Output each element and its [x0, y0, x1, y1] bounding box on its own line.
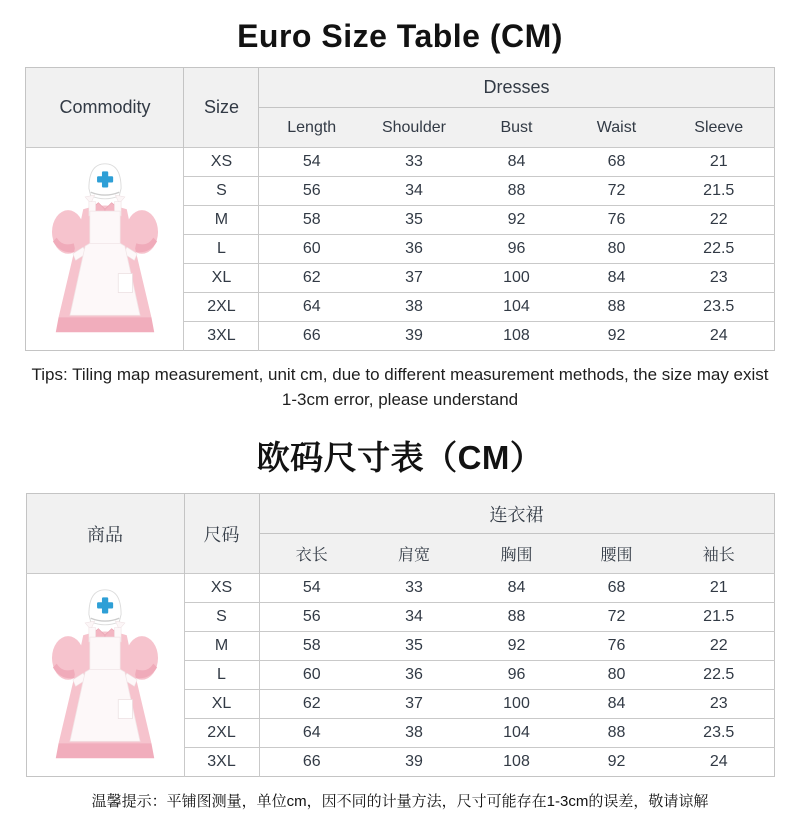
- measurement-value-cell: 54: [259, 148, 364, 177]
- size-label-cell: S: [184, 603, 259, 632]
- product-image-nurse-dress: [26, 148, 184, 351]
- size-label-cell: XS: [184, 574, 259, 603]
- cn-commodity-header: 商品: [26, 494, 184, 574]
- size-row-xs: [26, 574, 774, 603]
- euro-table-title: Euro Size Table (CM): [237, 18, 563, 54]
- measurement-value-cell: 37: [364, 264, 464, 293]
- measurement-value-cell: 56: [259, 603, 364, 632]
- measurement-value-cell: 88: [569, 719, 664, 748]
- measurement-value-cell: 84: [569, 690, 664, 719]
- measurement-value-cell: 68: [569, 574, 664, 603]
- measurement-value-cell: 92: [569, 322, 664, 351]
- measurement-value-cell: 35: [364, 206, 464, 235]
- measurement-value-cell: 56: [259, 177, 364, 206]
- measurement-value-cell: 23: [664, 264, 774, 293]
- cn-group-header: 连衣裙: [259, 494, 774, 534]
- measurement-value-cell: 37: [364, 690, 464, 719]
- cn-col-sleeve: 袖长: [664, 534, 774, 574]
- measurement-value-cell: 108: [464, 748, 569, 777]
- measurement-value-cell: 104: [464, 719, 569, 748]
- measurement-value-cell: 54: [259, 574, 364, 603]
- measurement-value-cell: 33: [364, 574, 464, 603]
- euro-col-sleeve: Sleeve: [664, 108, 774, 148]
- measurement-value-cell: 22.5: [664, 661, 774, 690]
- cn-col-waist: 腰围: [569, 534, 664, 574]
- measurement-value-cell: 80: [569, 661, 664, 690]
- measurement-value-cell: 21.5: [664, 177, 774, 206]
- euro-col-waist: Waist: [569, 108, 664, 148]
- size-label-cell: XS: [184, 148, 259, 177]
- measurement-value-cell: 100: [464, 264, 569, 293]
- measurement-value-cell: 38: [364, 719, 464, 748]
- measurement-value-cell: 76: [569, 206, 664, 235]
- euro-group-header: Dresses: [259, 68, 774, 108]
- measurement-value-cell: 24: [664, 748, 774, 777]
- measurement-value-cell: 72: [569, 177, 664, 206]
- measurement-value-cell: 68: [569, 148, 664, 177]
- measurement-value-cell: 66: [259, 322, 364, 351]
- measurement-value-cell: 92: [464, 632, 569, 661]
- cn-header-row: [26, 494, 774, 534]
- measurement-value-cell: 23.5: [664, 293, 774, 322]
- measurement-value-cell: 64: [259, 719, 364, 748]
- measurement-value-cell: 39: [364, 322, 464, 351]
- cn-col-length: 衣长: [259, 534, 364, 574]
- measurement-value-cell: 72: [569, 603, 664, 632]
- size-label-cell: L: [184, 661, 259, 690]
- euro-col-length: Length: [259, 108, 364, 148]
- size-label-cell: 2XL: [184, 719, 259, 748]
- measurement-value-cell: 22: [664, 632, 774, 661]
- nurse-dress-icon: [34, 580, 176, 770]
- measurement-value-cell: 96: [464, 661, 569, 690]
- measurement-value-cell: 62: [259, 264, 364, 293]
- measurement-value-cell: 108: [464, 322, 569, 351]
- size-label-cell: M: [184, 206, 259, 235]
- measurement-value-cell: 21: [664, 148, 774, 177]
- cn-table-title: 欧码尺寸表（CM）: [256, 439, 544, 477]
- measurement-value-cell: 23: [664, 690, 774, 719]
- measurement-value-cell: 36: [364, 235, 464, 264]
- measurement-value-cell: 88: [569, 293, 664, 322]
- measurement-value-cell: 58: [259, 632, 364, 661]
- measurement-value-cell: 24: [664, 322, 774, 351]
- euro-size-header: Size: [184, 68, 259, 148]
- measurement-value-cell: 38: [364, 293, 464, 322]
- measurement-value-cell: 66: [259, 748, 364, 777]
- measurement-value-cell: 62: [259, 690, 364, 719]
- size-label-cell: L: [184, 235, 259, 264]
- measurement-value-cell: 22: [664, 206, 774, 235]
- euro-col-shoulder: Shoulder: [364, 108, 464, 148]
- cn-size-header: 尺码: [184, 494, 259, 574]
- measurement-value-cell: 84: [464, 574, 569, 603]
- measurement-value-cell: 104: [464, 293, 569, 322]
- euro-header-row: [26, 68, 774, 108]
- euro-commodity-header: Commodity: [26, 68, 184, 148]
- measurement-value-cell: 36: [364, 661, 464, 690]
- measurement-value-cell: 33: [364, 148, 464, 177]
- measurement-value-cell: 100: [464, 690, 569, 719]
- measurement-value-cell: 96: [464, 235, 569, 264]
- measurement-value-cell: 35: [364, 632, 464, 661]
- measurement-value-cell: 84: [464, 148, 569, 177]
- size-label-cell: 3XL: [184, 322, 259, 351]
- cn-tips-text: 温馨提示：平铺图测量，单位cm，因不同的计量方法，尺寸可能存在1-3cm的误差，敬请谅解: [91, 793, 709, 811]
- measurement-value-cell: 80: [569, 235, 664, 264]
- measurement-value-cell: 21.5: [664, 603, 774, 632]
- cn-table-body: [26, 574, 774, 777]
- size-label-cell: M: [184, 632, 259, 661]
- size-row-xs: [26, 148, 774, 177]
- measurement-value-cell: 88: [464, 603, 569, 632]
- measurement-value-cell: 58: [259, 206, 364, 235]
- measurement-value-cell: 92: [569, 748, 664, 777]
- euro-col-bust: Bust: [464, 108, 569, 148]
- measurement-value-cell: 64: [259, 293, 364, 322]
- size-label-cell: XL: [184, 264, 259, 293]
- cn-col-shoulder: 肩宽: [364, 534, 464, 574]
- size-label-cell: S: [184, 177, 259, 206]
- measurement-value-cell: 88: [464, 177, 569, 206]
- euro-table-body: [26, 148, 774, 351]
- measurement-value-cell: 92: [464, 206, 569, 235]
- cn-col-bust: 胸围: [464, 534, 569, 574]
- measurement-value-cell: 34: [364, 177, 464, 206]
- size-label-cell: 3XL: [184, 748, 259, 777]
- measurement-value-cell: 39: [364, 748, 464, 777]
- nurse-dress-icon: [34, 154, 176, 344]
- measurement-value-cell: 21: [664, 574, 774, 603]
- measurement-value-cell: 34: [364, 603, 464, 632]
- measurement-value-cell: 60: [259, 235, 364, 264]
- euro-tips-text: Tips: Tiling map measurement, unit cm, due to different measurement methods, the size may exist 1-3cm error, please understand: [31, 365, 769, 409]
- measurement-value-cell: 76: [569, 632, 664, 661]
- product-image-nurse-dress: [26, 574, 184, 777]
- cn-size-table: [26, 493, 775, 777]
- size-label-cell: XL: [184, 690, 259, 719]
- euro-size-table: [25, 67, 774, 351]
- measurement-value-cell: 23.5: [664, 719, 774, 748]
- measurement-value-cell: 22.5: [664, 235, 774, 264]
- size-label-cell: 2XL: [184, 293, 259, 322]
- measurement-value-cell: 84: [569, 264, 664, 293]
- measurement-value-cell: 60: [259, 661, 364, 690]
